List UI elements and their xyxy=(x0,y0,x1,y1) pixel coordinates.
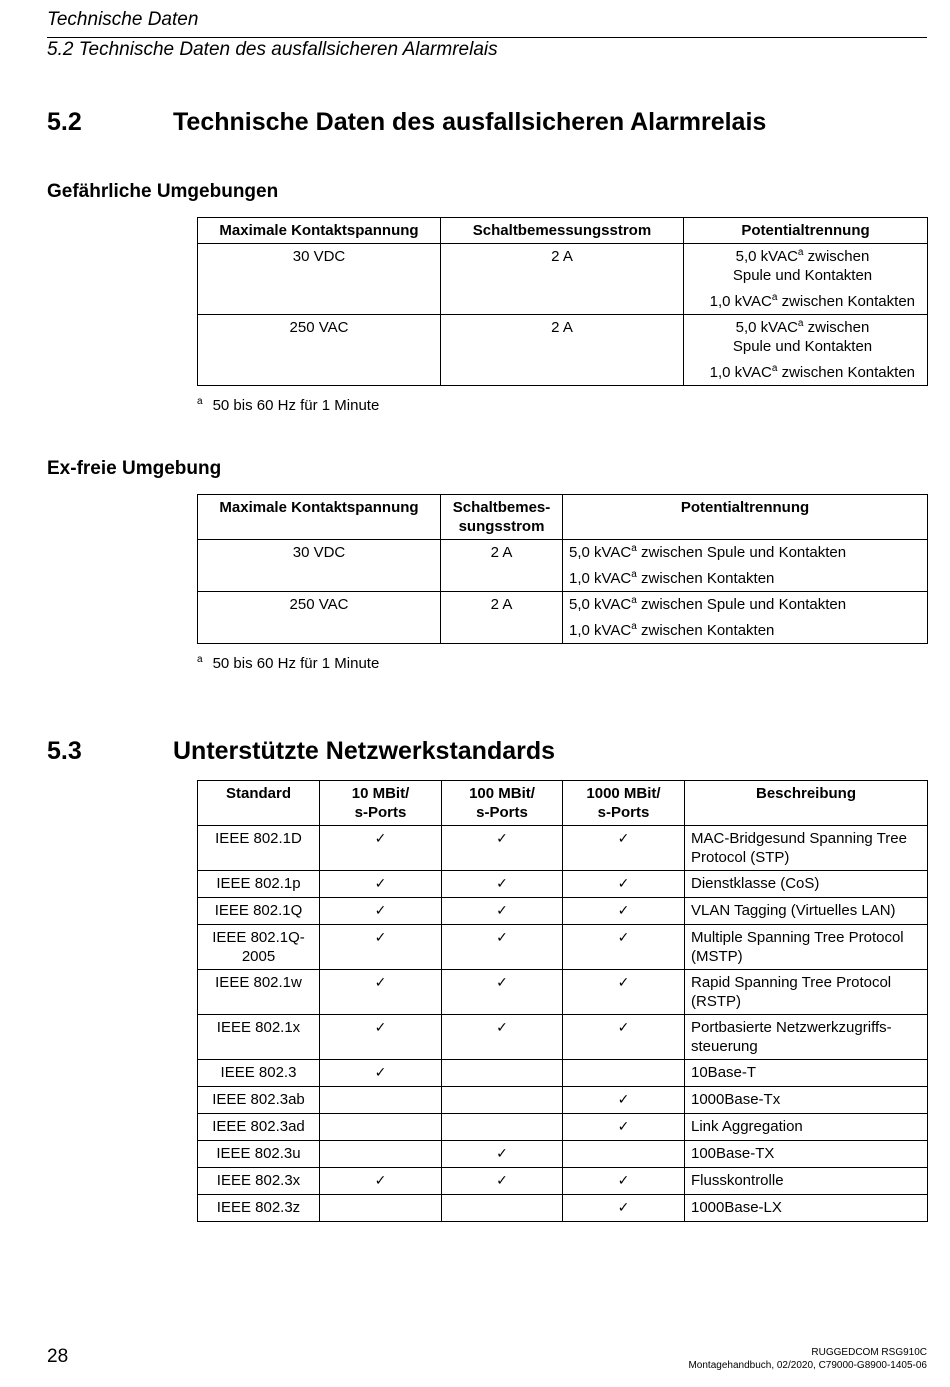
isolation-cell xyxy=(684,244,928,315)
support-cell-p1000 xyxy=(563,970,685,1015)
current-cell: 2 A xyxy=(441,315,684,386)
check-icon: ✓ xyxy=(617,831,630,847)
check-icon: ✓ xyxy=(496,975,508,991)
section-number: 5.2 xyxy=(47,108,82,136)
column-header-line: s-Ports xyxy=(354,804,407,821)
support-cell-p10 xyxy=(320,1168,442,1195)
table-row xyxy=(198,1141,928,1168)
page-number: 28 xyxy=(47,1346,69,1367)
support-cell-p100 xyxy=(442,1114,563,1141)
isolation-text: Spule und Kontakten xyxy=(732,338,873,355)
hazardous-table xyxy=(197,217,928,386)
voltage-cell: 30 VDC xyxy=(198,244,441,315)
footnote-hazardous xyxy=(197,397,379,414)
table-row xyxy=(198,826,928,871)
check-icon: ✓ xyxy=(496,1146,508,1162)
table-row xyxy=(198,1195,928,1222)
support-cell-p10 xyxy=(320,1060,442,1087)
table-row xyxy=(198,925,928,970)
check-icon: ✓ xyxy=(374,903,387,919)
isolation-value: 1,0 kVAC xyxy=(569,622,632,639)
isolation-cell xyxy=(563,540,928,592)
column-header-line: s-Ports xyxy=(476,804,528,821)
footer-product: RUGGEDCOM RSG910C xyxy=(811,1347,927,1358)
exfree-table xyxy=(197,494,928,644)
table-row xyxy=(198,315,928,386)
isolation-text: zwischen xyxy=(803,319,870,336)
footnote-ref: a xyxy=(631,569,637,580)
column-header-line: s-Ports xyxy=(597,804,650,821)
subheading-exfree: Ex-freie Umgebung xyxy=(47,458,222,479)
footer-document: Montagehandbuch, 02/2020, C79000-G8900-1405-06 xyxy=(688,1360,927,1371)
check-icon: ✓ xyxy=(617,975,630,991)
isolation-cell xyxy=(684,315,928,386)
check-icon: ✓ xyxy=(496,930,508,946)
description-cell: Rapid Spanning Tree Protocol (RSTP) xyxy=(685,970,928,1015)
support-cell-p100 xyxy=(442,871,563,898)
table-header-row xyxy=(198,218,928,244)
column-header-10mbit xyxy=(320,781,442,826)
isolation-text: zwischen xyxy=(803,248,870,265)
check-icon: ✓ xyxy=(617,1020,630,1036)
support-cell-p1000 xyxy=(563,898,685,925)
column-header-description: Beschreibung xyxy=(685,781,928,826)
page-footer xyxy=(688,1346,927,1372)
isolation-cell xyxy=(563,592,928,644)
support-cell-p1000 xyxy=(563,1114,685,1141)
column-header: Potentialtrennung xyxy=(684,218,928,244)
support-cell-p1000 xyxy=(563,1015,685,1060)
description-cell: Flusskontrolle xyxy=(685,1168,928,1195)
standard-cell: IEEE 802.1Q xyxy=(198,898,320,925)
isolation-text: zwischen Spule und Kontakten xyxy=(636,544,847,561)
table-row xyxy=(198,1168,928,1195)
description-cell: Link Aggregation xyxy=(685,1114,928,1141)
footnote-text: 50 bis 60 Hz für 1 Minute xyxy=(212,397,380,414)
standard-cell: IEEE 802.1w xyxy=(198,970,320,1015)
footnote-exfree xyxy=(197,655,379,672)
isolation-value: 1,0 kVAC xyxy=(569,570,632,587)
support-cell-p10 xyxy=(320,826,442,871)
standard-cell: IEEE 802.1Q-2005 xyxy=(198,925,320,970)
isolation-value: 5,0 kVAC xyxy=(735,319,798,336)
check-icon: ✓ xyxy=(374,1065,387,1081)
support-cell-p100 xyxy=(442,925,563,970)
support-cell-p100 xyxy=(442,970,563,1015)
support-cell-p100 xyxy=(442,1195,563,1222)
support-cell-p1000 xyxy=(563,1168,685,1195)
section-number: 5.3 xyxy=(47,737,82,765)
isolation-value: 5,0 kVAC xyxy=(735,248,798,265)
section-title: Unterstützte Netzwerkstandards xyxy=(173,737,556,765)
standard-cell: IEEE 802.3x xyxy=(198,1168,320,1195)
support-cell-p10 xyxy=(320,1195,442,1222)
column-header-line: Schaltbemes- xyxy=(452,499,551,516)
footnote-ref: a xyxy=(797,247,804,258)
isolation-value: 5,0 kVAC xyxy=(569,544,632,561)
check-icon: ✓ xyxy=(374,930,387,946)
support-cell-p1000 xyxy=(563,1087,685,1114)
current-cell: 2 A xyxy=(441,244,684,315)
description-cell: 1000Base-Tx xyxy=(685,1087,928,1114)
standard-cell: IEEE 802.1D xyxy=(198,826,320,871)
footnote-ref: a xyxy=(631,595,637,606)
support-cell-p100 xyxy=(442,1087,563,1114)
description-cell: Dienstklasse (CoS) xyxy=(685,871,928,898)
support-cell-p100 xyxy=(442,1015,563,1060)
standard-cell: IEEE 802.3ad xyxy=(198,1114,320,1141)
support-cell-p100 xyxy=(442,898,563,925)
column-header: Maximale Kontaktspannung xyxy=(198,218,441,244)
check-icon: ✓ xyxy=(496,876,508,892)
header-rule xyxy=(47,37,927,38)
check-icon: ✓ xyxy=(617,903,630,919)
isolation-text: zwischen Kontakten xyxy=(777,293,915,310)
column-header-1000mbit xyxy=(563,781,685,826)
column-header-line: 1000 MBit/ xyxy=(586,785,661,802)
check-icon: ✓ xyxy=(496,903,508,919)
check-icon: ✓ xyxy=(617,1200,630,1216)
footnote-ref: a xyxy=(797,318,804,329)
description-cell: MAC-Bridgesund Spanning Tree Protocol (STP) xyxy=(685,826,928,871)
table-row xyxy=(198,970,928,1015)
support-cell-p10 xyxy=(320,970,442,1015)
standard-cell: IEEE 802.3u xyxy=(198,1141,320,1168)
standard-cell: IEEE 802.3ab xyxy=(198,1087,320,1114)
table-row xyxy=(198,592,928,644)
support-cell-p100 xyxy=(442,1060,563,1087)
support-cell-p10 xyxy=(320,1015,442,1060)
column-header: Potentialtrennung xyxy=(563,495,928,540)
isolation-text: zwischen Kontakten xyxy=(636,622,775,639)
check-icon: ✓ xyxy=(617,930,630,946)
support-cell-p100 xyxy=(442,1168,563,1195)
check-icon: ✓ xyxy=(374,1173,387,1189)
isolation-value: 5,0 kVAC xyxy=(569,596,632,613)
standard-cell: IEEE 802.3z xyxy=(198,1195,320,1222)
table-row xyxy=(198,1015,928,1060)
support-cell-p10 xyxy=(320,1114,442,1141)
support-cell-p1000 xyxy=(563,1195,685,1222)
support-cell-p1000 xyxy=(563,871,685,898)
check-icon: ✓ xyxy=(617,1092,630,1108)
table-row xyxy=(198,1087,928,1114)
check-icon: ✓ xyxy=(496,831,508,847)
check-icon: ✓ xyxy=(374,831,387,847)
table-row xyxy=(198,1060,928,1087)
standard-cell: IEEE 802.1p xyxy=(198,871,320,898)
column-header-100mbit xyxy=(442,781,563,826)
table-row xyxy=(198,540,928,592)
support-cell-p10 xyxy=(320,898,442,925)
description-cell: Portbasierte Netzwerkzugriffs-steuerung xyxy=(685,1015,928,1060)
footnote-ref: a xyxy=(771,292,778,303)
support-cell-p1000 xyxy=(563,1141,685,1168)
check-icon: ✓ xyxy=(496,1020,508,1036)
table-row xyxy=(198,244,928,315)
standards-table xyxy=(197,780,928,1222)
table-header-row xyxy=(198,781,928,826)
footnote-ref: a xyxy=(771,363,778,374)
column-header xyxy=(441,495,563,540)
support-cell-p1000 xyxy=(563,1060,685,1087)
check-icon: ✓ xyxy=(617,1173,630,1189)
table-header-row xyxy=(198,495,928,540)
column-header-line: sungsstrom xyxy=(458,518,545,535)
check-icon: ✓ xyxy=(496,1173,508,1189)
footnote-ref: a xyxy=(631,621,637,632)
column-header-standard: Standard xyxy=(198,781,320,826)
standard-cell: IEEE 802.3 xyxy=(198,1060,320,1087)
description-cell: VLAN Tagging (Virtuelles LAN) xyxy=(685,898,928,925)
footnote-ref: a xyxy=(631,543,637,554)
subheading-hazardous: Gefährliche Umgebungen xyxy=(47,181,279,202)
description-cell: 10Base-T xyxy=(685,1060,928,1087)
check-icon: ✓ xyxy=(617,876,630,892)
column-header-line: 10 MBit/ xyxy=(351,785,410,802)
description-cell: 100Base-TX xyxy=(685,1141,928,1168)
check-icon: ✓ xyxy=(374,975,387,991)
section-heading-5-3 xyxy=(47,737,555,766)
isolation-text: zwischen Kontakten xyxy=(636,570,775,587)
table-row xyxy=(198,871,928,898)
section-heading-5-2 xyxy=(47,108,766,137)
isolation-text: zwischen Kontakten xyxy=(777,364,915,381)
voltage-cell: 250 VAC xyxy=(198,592,441,644)
support-cell-p10 xyxy=(320,1141,442,1168)
table-row xyxy=(198,898,928,925)
support-cell-p1000 xyxy=(563,826,685,871)
isolation-text: Spule und Kontakten xyxy=(732,267,873,284)
description-cell: 1000Base-LX xyxy=(685,1195,928,1222)
support-cell-p10 xyxy=(320,1087,442,1114)
standard-cell: IEEE 802.1x xyxy=(198,1015,320,1060)
footnote-mark: a xyxy=(197,396,203,407)
current-cell: 2 A xyxy=(441,540,563,592)
voltage-cell: 30 VDC xyxy=(198,540,441,592)
isolation-value: 1,0 kVAC xyxy=(709,364,772,381)
support-cell-p100 xyxy=(442,1141,563,1168)
check-icon: ✓ xyxy=(374,1020,387,1036)
section-title: Technische Daten des ausfallsicheren Alarmrelais xyxy=(173,108,767,136)
voltage-cell: 250 VAC xyxy=(198,315,441,386)
current-cell: 2 A xyxy=(441,592,563,644)
check-icon: ✓ xyxy=(617,1119,630,1135)
support-cell-p10 xyxy=(320,871,442,898)
column-header: Schaltbemessungsstrom xyxy=(441,218,684,244)
description-cell: Multiple Spanning Tree Protocol (MSTP) xyxy=(685,925,928,970)
column-header-line: 100 MBit/ xyxy=(469,785,535,802)
support-cell-p100 xyxy=(442,826,563,871)
support-cell-p1000 xyxy=(563,925,685,970)
support-cell-p10 xyxy=(320,925,442,970)
column-header: Maximale Kontaktspannung xyxy=(198,495,441,540)
isolation-value: 1,0 kVAC xyxy=(709,293,772,310)
table-row xyxy=(198,1114,928,1141)
footnote-mark: a xyxy=(197,654,203,665)
footnote-text: 50 bis 60 Hz für 1 Minute xyxy=(212,655,380,672)
running-header-section: 5.2 Technische Daten des ausfallsicheren Alarmrelais xyxy=(47,39,498,60)
running-header-chapter: Technische Daten xyxy=(47,9,199,30)
check-icon: ✓ xyxy=(374,876,387,892)
isolation-text: zwischen Spule und Kontakten xyxy=(636,596,847,613)
